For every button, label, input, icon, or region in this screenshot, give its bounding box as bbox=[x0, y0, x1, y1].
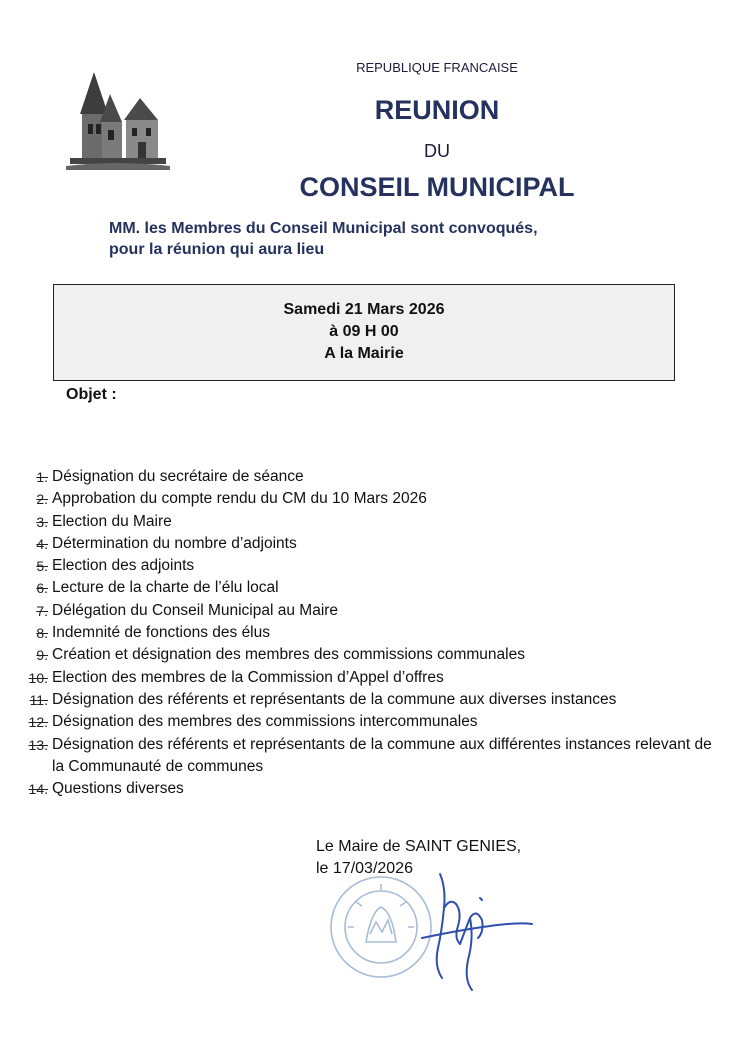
agenda-item bbox=[24, 488, 714, 510]
objet-label: Objet : bbox=[66, 386, 117, 403]
republique-francaise-header: REPUBLIQUE FRANCAISE bbox=[356, 60, 518, 75]
agenda-item bbox=[24, 577, 714, 599]
meeting-place: A la Mairie bbox=[324, 345, 404, 362]
agenda-item-number: 9. bbox=[36, 647, 48, 664]
agenda-item bbox=[24, 689, 714, 711]
agenda-item-number: 3. bbox=[36, 513, 48, 530]
signature-date: le 17/03/2026 bbox=[316, 860, 413, 877]
agenda-item-number: 4. bbox=[36, 535, 48, 552]
agenda-item-text: Election des adjoints bbox=[52, 557, 195, 575]
agenda-item-number: 13. bbox=[28, 736, 48, 753]
meeting-details-box bbox=[53, 284, 675, 381]
handwritten-signature-icon bbox=[420, 868, 540, 998]
agenda-item-text: Détermination du nombre d’adjoints bbox=[52, 534, 297, 552]
agenda-item-number: 11. bbox=[29, 691, 48, 708]
agenda-item bbox=[24, 667, 714, 689]
title-conseil-municipal: CONSEIL MUNICIPAL bbox=[299, 172, 575, 202]
meeting-date: Samedi 21 Mars 2026 bbox=[283, 301, 445, 318]
agenda-item bbox=[24, 778, 714, 800]
agenda-item-number: 12. bbox=[28, 714, 48, 731]
signature-mayor-title: Le Maire de SAINT GENIES, bbox=[316, 838, 522, 855]
title-du: DU bbox=[424, 141, 450, 161]
agenda-item-text: Approbation du compte rendu du CM du 10 Mars 2026 bbox=[52, 490, 427, 508]
agenda-item-text: Questions diverses bbox=[52, 780, 184, 798]
church-village-icon bbox=[66, 64, 170, 170]
agenda-item-number: 6. bbox=[36, 580, 48, 597]
agenda-item-text: Indemnité de fonctions des élus bbox=[52, 624, 270, 642]
agenda-item bbox=[24, 711, 714, 733]
agenda-item-text: Création et désignation des membres des commissions communales bbox=[52, 646, 525, 664]
agenda-item-number: 14. bbox=[28, 781, 48, 798]
agenda-item bbox=[24, 466, 714, 488]
convocation-text bbox=[109, 218, 629, 260]
agenda-item bbox=[24, 734, 714, 779]
agenda-item-number: 5. bbox=[36, 558, 48, 575]
convocation-line-1: MM. les Membres du Conseil Municipal sont convoqués, bbox=[109, 220, 538, 237]
agenda-item-text: Désignation des membres des commissions intercommunales bbox=[52, 713, 478, 731]
agenda-list bbox=[24, 466, 714, 800]
agenda-item-number: 1. bbox=[36, 469, 48, 485]
agenda-item-number: 10. bbox=[28, 669, 48, 686]
title-reunion: REUNION bbox=[374, 95, 500, 125]
agenda-item bbox=[24, 600, 714, 622]
agenda-item-text: Délégation du Conseil Municipal au Maire bbox=[52, 601, 339, 619]
agenda-item-text: Election des membres de la Commission d’Appel d’offres bbox=[52, 668, 444, 686]
agenda-item bbox=[24, 622, 714, 644]
agenda-item bbox=[24, 533, 714, 555]
agenda-item-text: Désignation des référents et représentants de la commune aux diverses instances bbox=[52, 690, 617, 708]
agenda-item bbox=[24, 511, 714, 533]
agenda-item-text: Election du Maire bbox=[52, 512, 172, 530]
agenda-item-number: 7. bbox=[36, 602, 48, 619]
agenda-item-number: 2. bbox=[36, 491, 48, 508]
agenda-item bbox=[24, 555, 714, 577]
agenda-item bbox=[24, 644, 714, 666]
agenda-item-text: Lecture de la charte de l’élu local bbox=[52, 579, 279, 597]
agenda-item-text: Désignation du secrétaire de séance bbox=[52, 468, 304, 485]
convocation-line-2: pour la réunion qui aura lieu bbox=[109, 241, 325, 258]
meeting-time: à 09 H 00 bbox=[329, 323, 399, 340]
agenda-item-number: 8. bbox=[36, 625, 48, 642]
agenda-item-text: Désignation des référents et représentants de la commune aux différentes instances relevant de la Communauté de communes bbox=[52, 735, 712, 775]
